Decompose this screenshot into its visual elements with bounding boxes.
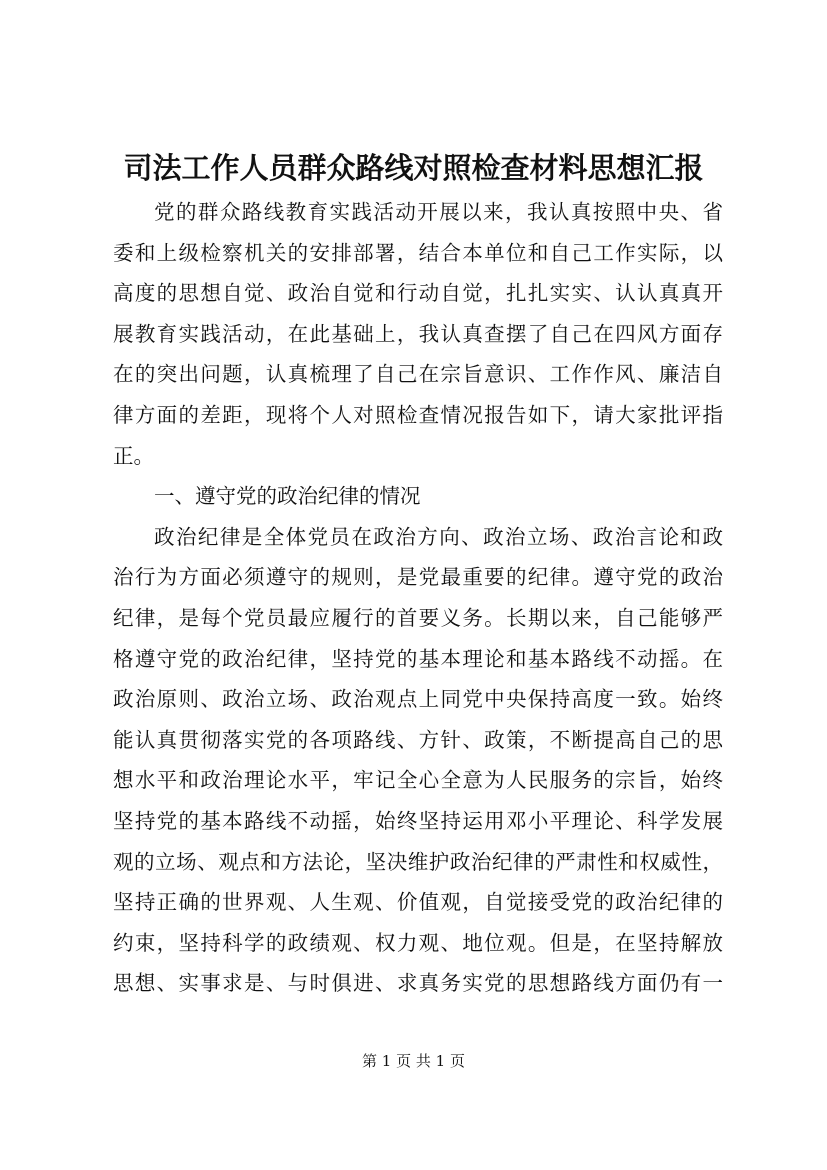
- paragraph-line: 纪律，是每个党员最应履行的首要义务。长期以来，自己能够严: [113, 605, 723, 630]
- paragraph-line: 能认真贯彻落实党的各项路线、方针、政策，不断提高自己的思: [113, 727, 723, 752]
- paragraph-line: 正。: [113, 443, 154, 468]
- paragraph-line: 政治纪律是全体党员在政治方向、政治立场、政治言论和政: [154, 524, 723, 549]
- paragraph-line: 党的群众路线教育实践活动开展以来，我认真按照中央、省: [154, 200, 723, 224]
- section-heading: 一、遵守党的政治纪律的情况: [154, 484, 421, 509]
- paragraph-line: 高度的思想自觉、政治自觉和行动自觉，扎扎实实、认认真真开: [113, 281, 723, 306]
- document-body: [113, 192, 723, 1004]
- paragraph-line: 思想、实事求是、与时俱进、求真务实党的思想路线方面仍有一: [113, 971, 723, 996]
- paragraph-line: 格遵守党的政治纪律，坚持党的基本理论和基本路线不动摇。在: [113, 646, 723, 671]
- paragraph-line: 委和上级检察机关的安排部署，结合本单位和自己工作实际，以: [113, 240, 723, 265]
- paragraph-line: 约束，坚持科学的政绩观、权力观、地位观。但是，在坚持解放: [113, 930, 723, 955]
- page-footer: 第 1 页 共 1 页: [362, 1052, 465, 1070]
- paragraph-line: 政治原则、政治立场、政治观点上同党中央保持高度一致。始终: [113, 687, 723, 712]
- paragraph-line: 在的突出问题，认真梳理了自己在宗旨意识、工作作风、廉洁自: [113, 362, 723, 387]
- paragraph-line: 坚持党的基本路线不动摇，始终坚持运用邓小平理论、科学发展: [113, 808, 723, 833]
- paragraph-line: 展教育实践活动，在此基础上，我认真查摆了自己在四风方面存: [113, 321, 723, 346]
- document-title: 司法工作人员群众路线对照检查材料思想汇报: [123, 151, 704, 185]
- paragraph-line: 坚持正确的世界观、人生观、价值观，自觉接受党的政治纪律的: [113, 890, 723, 915]
- paragraph-line: 律方面的差距，现将个人对照检查情况报告如下，请大家批评指: [113, 402, 723, 427]
- paragraph-line: 观的立场、观点和方法论，坚决维护政治纪律的严肃性和权威性，: [113, 849, 723, 874]
- paragraph-line: 治行为方面必须遵守的规则，是党最重要的纪律。遵守党的政治: [113, 565, 723, 590]
- paragraph-line: 想水平和政治理论水平，牢记全心全意为人民服务的宗旨，始终: [113, 768, 723, 793]
